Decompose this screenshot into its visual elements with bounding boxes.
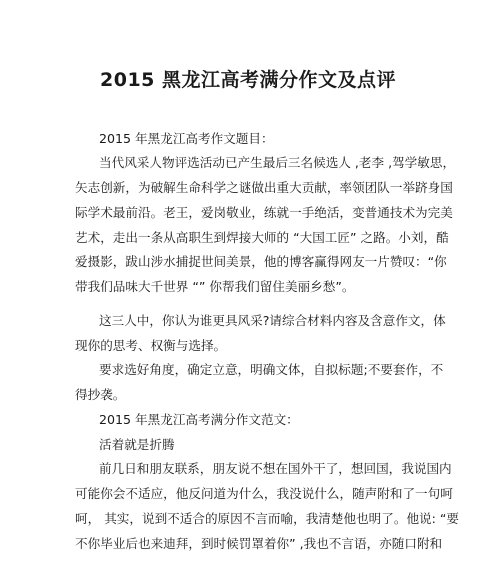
prompt-heading: 2015 年黑龙江高考作文题目：: [99, 131, 274, 146]
paragraph-line: 可能你会不适应，他反问道为什么，我没说什么，随声附和了一句呵: [75, 486, 453, 501]
paragraph-line: 际学术最前沿。老王，爱岗敬业，练就一手绝活，变普通技术为完美: [75, 205, 453, 220]
paragraph-line: 呵， 其实，说到不适合的原因不言而喻，我清楚他也明了。他说: “要: [75, 511, 459, 526]
paragraph-line: 当代风采人物评选活动已产生最后三名候选人 ,老李 ,驾学敏思，: [99, 155, 456, 170]
paragraph-line: 得抄袭。: [75, 387, 126, 402]
paragraph-line: 带我们品味大千世界 “” 你帮我们留住美丽乡愁”。: [75, 279, 355, 294]
essay-title: 活着就是折腾: [99, 437, 175, 452]
paragraph-line: 前几日和朋友联系，朋友说不想在国外干了，想回国，我说国内: [99, 461, 452, 476]
essay-heading: 2015 年黑龙江高考满分作文范文：: [99, 412, 299, 427]
paragraph-line: 不你毕业后也来迪拜，到时候罚罩着你” ,我也不言语，亦随口附和: [75, 536, 443, 551]
paragraph-line: 要求选好角度，确定立意，明确文体，自拟标题;不要套作，不: [99, 362, 444, 377]
paragraph-line: 艺术，走出一条从高职生到焊接大师的 “大国工匠” 之路。小刘，酷: [75, 230, 449, 245]
paragraph-line: 矢志创新，为破解生命科学之谜做出重大贡献，率领团队一举跻身国: [75, 180, 453, 195]
document-title: 2015 黑龙江高考满分作文及点评: [100, 69, 396, 91]
paragraph-line: 爱摄影，跋山涉水捕捉世间美景，他的博客赢得网友一片赞叹：“你: [75, 254, 447, 269]
paragraph-line: 这三人中，你认为谁更具风采?请综合材料内容及含意作文，体: [99, 313, 446, 328]
paragraph-line: 现你的思考、权衡与选择。: [75, 338, 227, 353]
